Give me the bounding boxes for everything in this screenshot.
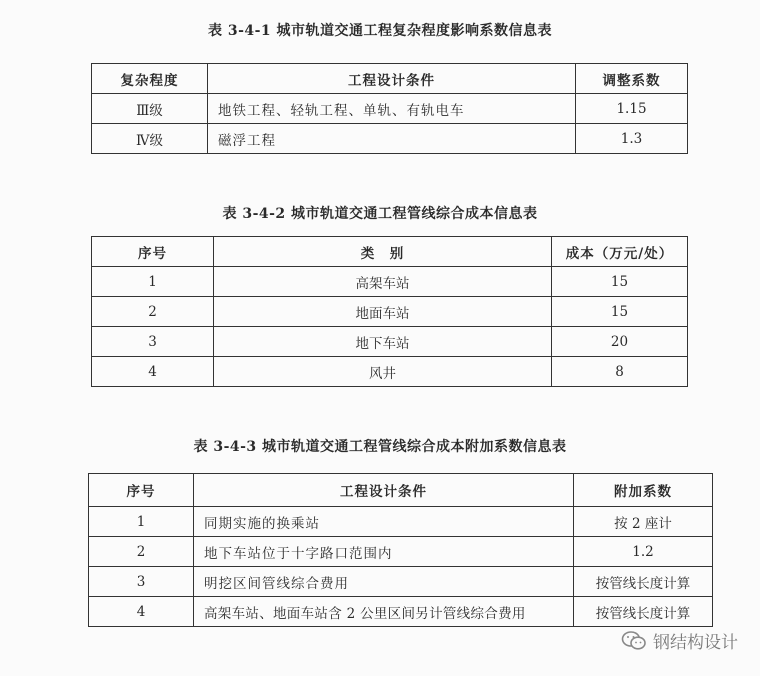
table-cell: 磁浮工程 — [208, 124, 576, 154]
table3 — [88, 473, 713, 627]
table-cell: 地面车站 — [214, 297, 552, 327]
table-cell: 15 — [552, 267, 688, 297]
table-row — [89, 597, 713, 627]
table-header-row — [92, 237, 688, 267]
table-cell: 20 — [552, 327, 688, 357]
table-cell: 高架车站 — [214, 267, 552, 297]
table-cell: 按 2 座计 — [574, 507, 713, 537]
table-cell: 地铁工程、轻轨工程、单轨、有轨电车 — [208, 94, 576, 124]
table2 — [91, 236, 688, 387]
table-cell: 风井 — [214, 357, 552, 387]
table-cell: 按管线长度计算 — [574, 597, 713, 627]
table-row — [89, 567, 713, 597]
table-cell: Ⅲ级 — [92, 94, 208, 124]
table-cell: 1.3 — [576, 124, 688, 154]
table-row — [92, 327, 688, 357]
table-cell: 2 — [89, 537, 194, 567]
table-row — [92, 357, 688, 387]
table-row — [92, 267, 688, 297]
table-row — [92, 124, 688, 154]
table-cell: 3 — [92, 327, 214, 357]
table-row — [92, 297, 688, 327]
header-cell: 成本（万元/处） — [552, 237, 688, 267]
table-cell: 1.15 — [576, 94, 688, 124]
table1-caption: 表 3-4-1 城市轨道交通工程复杂程度影响系数信息表 — [207, 23, 553, 39]
table-cell: 高架车站、地面车站含 2 公里区间另计管线综合费用 — [194, 597, 574, 627]
watermark-text: 钢结构设计 — [653, 633, 738, 653]
table-cell: 明挖区间管线综合费用 — [194, 567, 574, 597]
table-cell: 1 — [92, 267, 214, 297]
header-cell: 序号 — [89, 474, 194, 507]
table-cell: 1.2 — [574, 537, 713, 567]
table-cell: Ⅳ级 — [92, 124, 208, 154]
table-cell: 地下车站 — [214, 327, 552, 357]
table-header-row — [89, 474, 713, 507]
table-header-row — [92, 64, 688, 94]
table-cell: 3 — [89, 567, 194, 597]
table3-caption: 表 3-4-3 城市轨道交通工程管线综合成本附加系数信息表 — [193, 439, 567, 455]
table-row — [89, 507, 713, 537]
table-cell: 按管线长度计算 — [574, 567, 713, 597]
header-cell: 类 别 — [214, 237, 552, 267]
table-cell: 4 — [89, 597, 194, 627]
header-cell: 附加系数 — [574, 474, 713, 507]
table-row — [89, 537, 713, 567]
header-cell: 工程设计条件 — [208, 64, 576, 94]
table-cell: 4 — [92, 357, 214, 387]
wechat-icon — [621, 630, 647, 652]
table-cell: 8 — [552, 357, 688, 387]
table-cell: 地下车站位于十字路口范围内 — [194, 537, 574, 567]
header-cell: 复杂程度 — [92, 64, 208, 94]
watermark — [621, 628, 738, 653]
table-row — [92, 94, 688, 124]
table1 — [91, 63, 688, 154]
table-cell: 1 — [89, 507, 194, 537]
table-cell: 同期实施的换乘站 — [194, 507, 574, 537]
table-cell: 15 — [552, 297, 688, 327]
header-cell: 工程设计条件 — [194, 474, 574, 507]
header-cell: 调整系数 — [576, 64, 688, 94]
table2-caption: 表 3-4-2 城市轨道交通工程管线综合成本信息表 — [222, 206, 538, 222]
header-cell: 序号 — [92, 237, 214, 267]
table-cell: 2 — [92, 297, 214, 327]
